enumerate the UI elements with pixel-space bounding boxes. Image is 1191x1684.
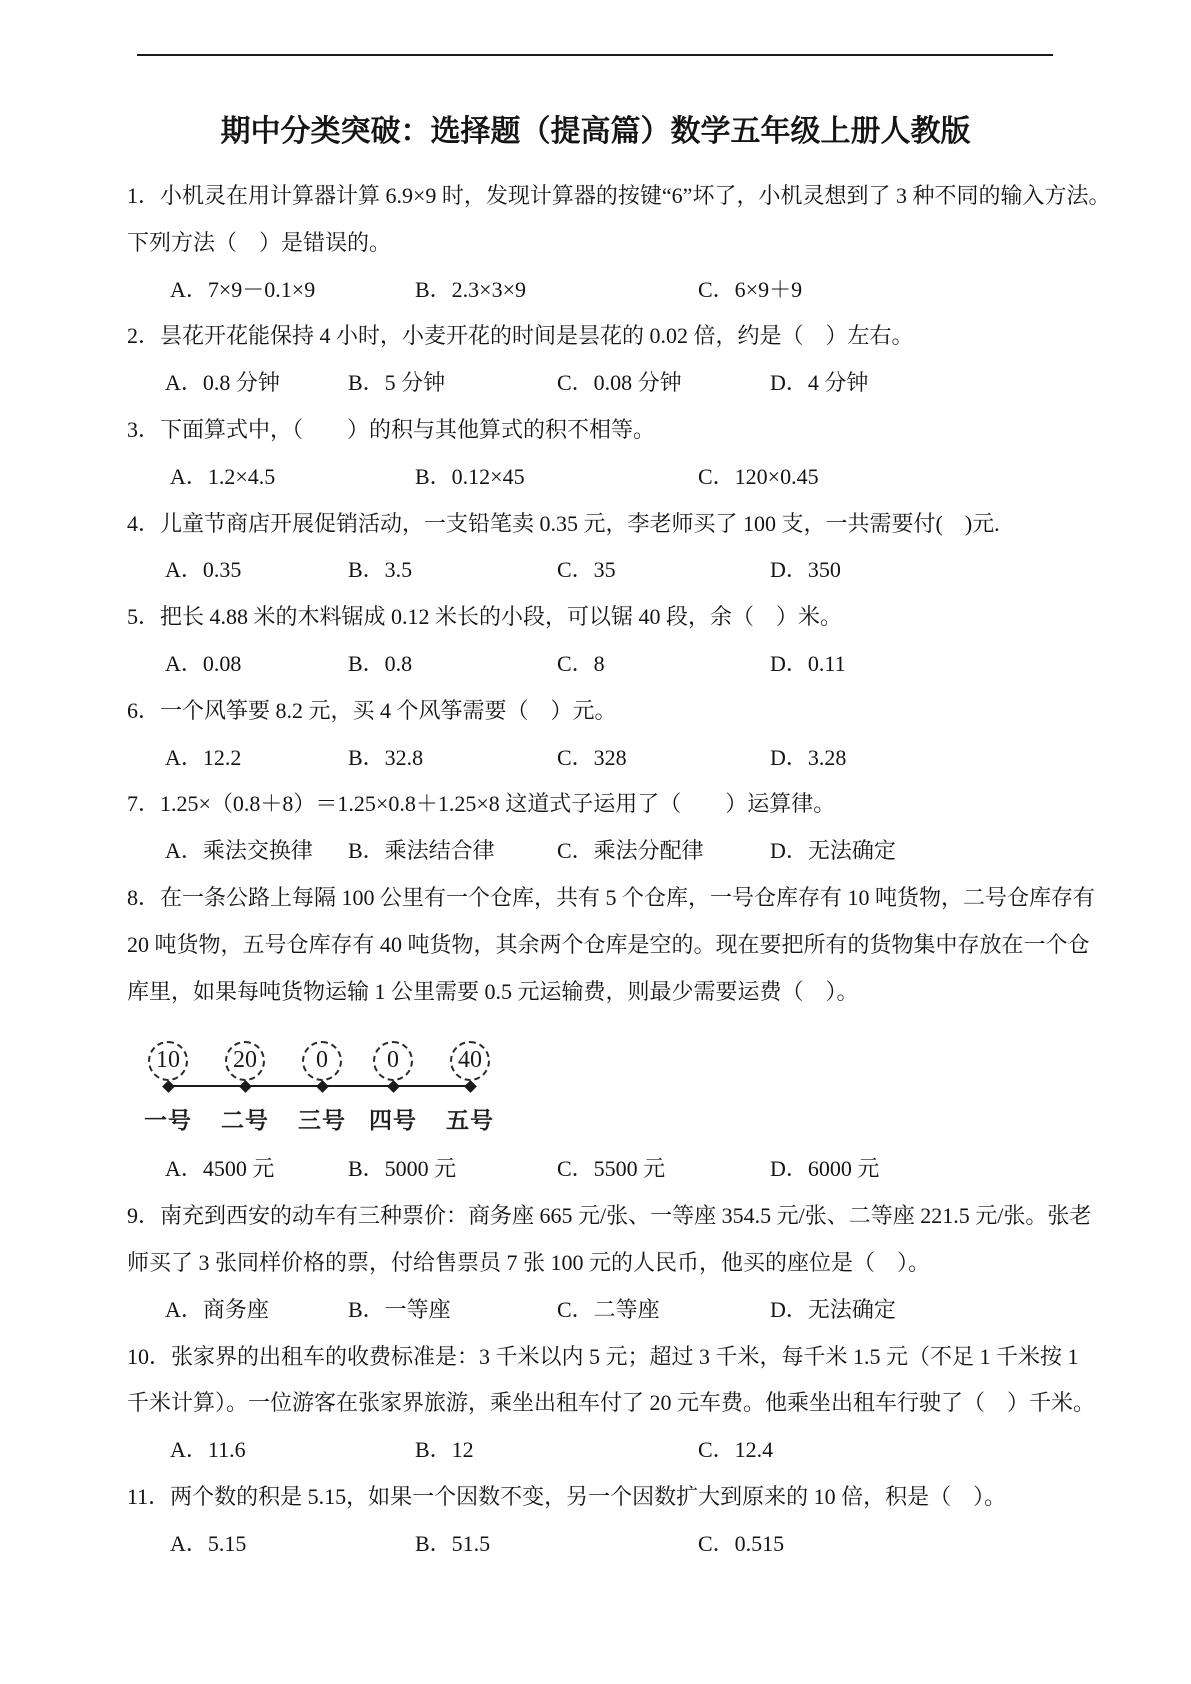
warehouse-label: 二号 bbox=[221, 1108, 269, 1134]
options-row bbox=[127, 1287, 1064, 1334]
question-text-line: 1．小机灵在用计算器计算 6.9×9 时，发现计算器的按键“6”坏了，小机灵想到了 3 种不同的输入方法。 bbox=[127, 183, 1111, 208]
options-row bbox=[127, 547, 1064, 594]
question-text-line: 11．两个数的积是 5.15，如果一个因数不变，另一个因数扩大到原来的 10 倍，积是（ ）。 bbox=[127, 1483, 1007, 1509]
warehouse-tonnage: 10 bbox=[156, 1047, 180, 1074]
question-text-line: 3．下面算式中，（ ）的积与其他算式的积不相等。 bbox=[127, 416, 656, 442]
option: C．8 bbox=[557, 650, 605, 676]
question-text-line: 千米计算）。一位游客在张家界旅游，乘坐出租车付了 20 元车费。他乘坐出租车行驶了（ ）千米。 bbox=[127, 1390, 1096, 1416]
question-text-line: 8．在一条公路上每隔 100 公里有一个仓库，共有 5 个仓库，一号仓库存有 10 吨货物，二号仓库存有 bbox=[127, 884, 1096, 910]
option: C．二等座 bbox=[557, 1296, 660, 1322]
question-text-line: 6．一个风筝要 8.2 元，买 4 个风筝需要（ ）元。 bbox=[127, 697, 617, 723]
question-9 bbox=[127, 1193, 1092, 1333]
question-text-line: 4．儿童节商店开展促销活动，一支铅笔卖 0.35 元，李老师买了 100 支，一共需要付( )元. bbox=[127, 510, 1000, 536]
option: C．6×9＋9 bbox=[698, 276, 803, 302]
option: C．35 bbox=[557, 557, 616, 583]
option: A．0.8 分钟 bbox=[165, 370, 280, 396]
option: C．120×0.45 bbox=[698, 463, 819, 489]
question-text-line: 2．昙花开花能保持 4 小时，小麦开花的时间是昙花的 0.02 倍，约是（ ）左右。 bbox=[127, 323, 914, 349]
options-row bbox=[127, 1521, 1064, 1568]
options-row bbox=[127, 267, 1064, 314]
options-row bbox=[127, 1146, 1064, 1193]
option: C．12.4 bbox=[698, 1437, 774, 1463]
option: B．一等座 bbox=[348, 1296, 451, 1322]
warehouse-tonnage: 20 bbox=[233, 1047, 257, 1074]
node-marker bbox=[464, 1080, 477, 1093]
option: D．无法确定 bbox=[770, 838, 896, 864]
option: B．5 分钟 bbox=[348, 370, 446, 396]
option: A．1.2×4.5 bbox=[170, 463, 276, 489]
option: C．乘法分配律 bbox=[557, 838, 704, 864]
question-3 bbox=[127, 407, 1064, 501]
header-rule bbox=[137, 54, 1053, 56]
question-7 bbox=[127, 781, 1064, 875]
option: D．6000 元 bbox=[770, 1156, 880, 1182]
options-row bbox=[127, 454, 1064, 501]
option: C．0.515 bbox=[698, 1530, 785, 1556]
option: A．0.35 bbox=[165, 557, 242, 583]
option: C．5500 元 bbox=[557, 1156, 666, 1182]
question-2 bbox=[127, 313, 1064, 407]
warehouse-tonnage: 0 bbox=[316, 1047, 328, 1074]
warehouse-tonnage: 0 bbox=[387, 1047, 399, 1074]
question-text-line: 下列方法（ ）是错误的。 bbox=[127, 229, 392, 255]
option: C．328 bbox=[557, 744, 627, 770]
question-4 bbox=[127, 501, 1064, 595]
options-row bbox=[127, 735, 1064, 782]
warehouse-label: 五号 bbox=[446, 1108, 494, 1134]
question-text-line: 10．张家界的出租车的收费标准是：3 千米以内 5 元；超过 3 千米，每千米 1.5 元（不足 1 千米按 1 bbox=[127, 1343, 1079, 1369]
question-text-line: 7．1.25×（0.8＋8）＝1.25×0.8＋1.25×8 这道式子运用了（ ）运算律。 bbox=[127, 791, 836, 817]
worksheet-content bbox=[127, 108, 1111, 1568]
option: B．5000 元 bbox=[348, 1156, 457, 1182]
question-5 bbox=[127, 594, 1064, 688]
question-1 bbox=[127, 173, 1111, 313]
option: D．0.11 bbox=[770, 650, 846, 676]
option: B．2.3×3×9 bbox=[415, 276, 526, 302]
warehouse-node bbox=[148, 1041, 188, 1081]
question-text-line: 20 吨货物，五号仓库存有 40 吨货物，其余两个仓库是空的。现在要把所有的货物集中存放在一个仓 bbox=[127, 931, 1090, 957]
node-marker bbox=[239, 1080, 252, 1093]
warehouse-diagram bbox=[127, 1015, 1064, 1146]
question-text-line: 9．南充到西安的动车有三种票价：商务座 665 元/张、一等座 354.5 元/张、二等座 221.5 元/张。张老 bbox=[127, 1203, 1092, 1229]
warehouse-node bbox=[373, 1041, 413, 1081]
question-10 bbox=[127, 1334, 1096, 1474]
option: B．32.8 bbox=[348, 744, 424, 770]
question-text-line: 库里，如果每吨货物运输 1 公里需要 0.5 元运输费，则最少需要运费（ ）。 bbox=[127, 978, 859, 1004]
warehouse-label: 三号 bbox=[298, 1108, 346, 1134]
option: D．3.28 bbox=[770, 744, 847, 770]
option: A．7×9－0.1×9 bbox=[170, 276, 316, 302]
option: A．12.2 bbox=[165, 744, 242, 770]
warehouse-tonnage: 40 bbox=[458, 1047, 482, 1074]
options-row bbox=[127, 1427, 1064, 1474]
option: D．无法确定 bbox=[770, 1296, 896, 1322]
option: A．商务座 bbox=[165, 1296, 269, 1322]
node-marker bbox=[162, 1080, 175, 1093]
option: D．350 bbox=[770, 557, 841, 583]
option: C．0.08 分钟 bbox=[557, 370, 682, 396]
warehouse-label: 四号 bbox=[369, 1108, 417, 1134]
option: A．乘法交换律 bbox=[165, 838, 313, 864]
options-row bbox=[127, 360, 1064, 407]
page-title: 期中分类突破：选择题（提高篇）数学五年级上册人教版 bbox=[220, 115, 971, 148]
option: B．0.8 bbox=[348, 650, 413, 676]
warehouse-node bbox=[225, 1041, 265, 1081]
option: B．3.5 bbox=[348, 557, 413, 583]
warehouse-node bbox=[302, 1041, 342, 1081]
question-6 bbox=[127, 688, 1064, 782]
option: A．4500 元 bbox=[165, 1156, 275, 1182]
warehouse-label: 一号 bbox=[144, 1108, 192, 1134]
option: A．11.6 bbox=[170, 1437, 246, 1463]
warehouse-node bbox=[450, 1041, 490, 1081]
option: B．51.5 bbox=[415, 1530, 491, 1556]
options-row bbox=[127, 828, 1064, 875]
option: B．0.12×45 bbox=[415, 463, 525, 489]
question-8 bbox=[127, 875, 1096, 1193]
node-marker bbox=[316, 1080, 329, 1093]
option: D．4 分钟 bbox=[770, 370, 869, 396]
question-11 bbox=[127, 1474, 1064, 1568]
question-text-line: 师买了 3 张同样价格的票，付给售票员 7 张 100 元的人民币，他买的座位是（ ）。 bbox=[127, 1249, 931, 1275]
node-marker bbox=[387, 1080, 400, 1093]
option: A．0.08 bbox=[165, 650, 242, 676]
question-text-line: 5．把长 4.88 米的木料锯成 0.12 米长的小段，可以锯 40 段，余（ ）米。 bbox=[127, 604, 843, 630]
option: B．12 bbox=[415, 1437, 474, 1463]
question-list bbox=[127, 173, 1111, 1568]
option: B．乘法结合律 bbox=[348, 838, 495, 864]
option: A．5.15 bbox=[170, 1530, 247, 1556]
options-row bbox=[127, 641, 1064, 688]
